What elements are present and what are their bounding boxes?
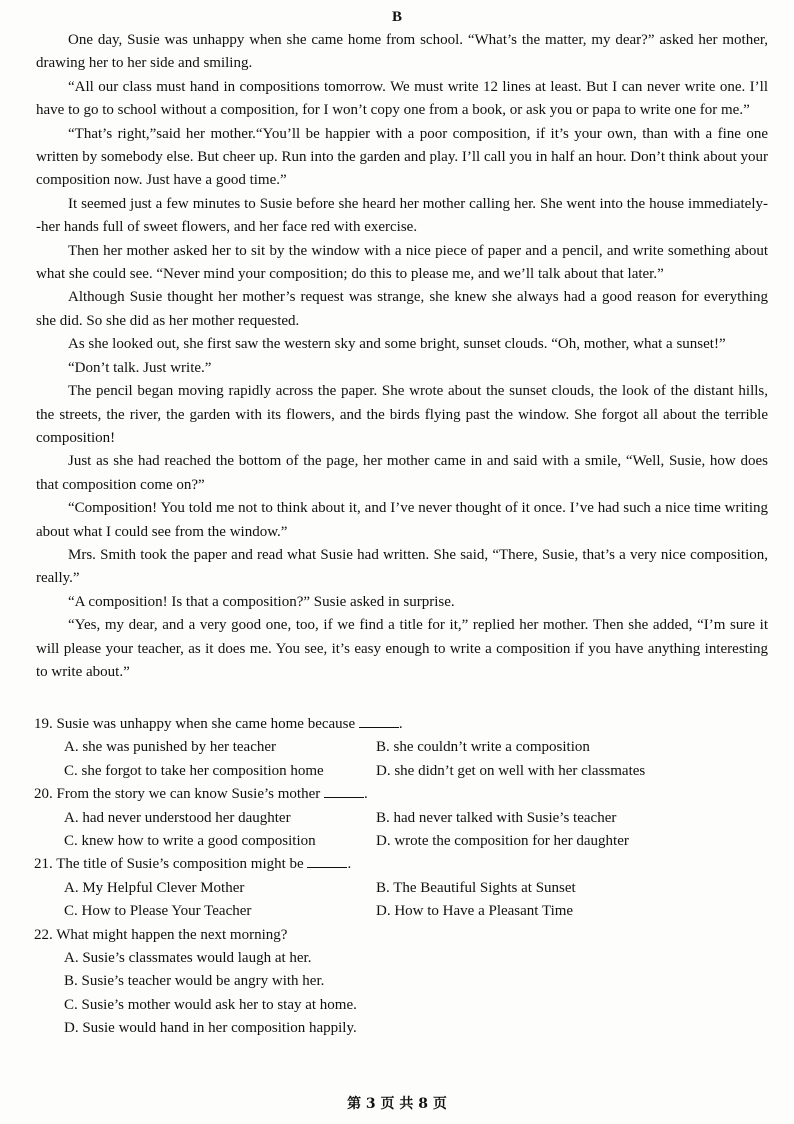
- question-22: [34, 924, 774, 1041]
- option-d[interactable]: D. she didn’t get on well with her classmates: [376, 762, 646, 779]
- option-a[interactable]: A. she was punished by her teacher: [64, 739, 277, 756]
- option-d[interactable]: D. Susie would hand in her composition happily.: [64, 1020, 357, 1037]
- answer-options: [64, 736, 774, 783]
- page-number: 第 3 页 共 8 页: [347, 1096, 447, 1112]
- question-19: [34, 713, 774, 783]
- answer-options: [64, 947, 774, 1041]
- option-b[interactable]: B. had never talked with Susie’s teacher: [376, 809, 617, 826]
- passage-paragraph: Then her mother asked her to sit by the window with a nice piece of paper and a pencil, and write something about what she could see. “Never mind your composition; do this to please me, and we’ll talk about that later.”: [36, 242, 768, 283]
- question-21: [34, 853, 774, 923]
- option-d[interactable]: D. wrote the composition for her daughter: [376, 833, 629, 850]
- passage-paragraph: Mrs. Smith took the paper and read what Susie had written. She said, “There, Susie, that’s a very nice composition, really.”: [36, 546, 768, 587]
- passage-paragraph: “A composition! Is that a composition?” Susie asked in surprise.: [68, 593, 455, 610]
- passage-paragraph: One day, Susie was unhappy when she came home from school. “What’s the matter, my dear?” asked her mother, drawing her to her side and smiling.: [36, 32, 768, 72]
- option-c[interactable]: C. she forgot to take her composition home: [64, 762, 324, 779]
- answer-options: [64, 877, 774, 924]
- passage-paragraph: “Yes, my dear, and a very good one, too, if we find a title for it,” replied her mother. Then she added, “I’m sure it will please your teacher, as it does me. You see, it’s easy enough to write a composition if you have anything interesting to write about.”: [36, 617, 768, 680]
- question-20: [34, 783, 774, 853]
- answer-blank: [359, 713, 399, 728]
- option-d[interactable]: D. How to Have a Pleasant Time: [376, 903, 574, 920]
- option-c[interactable]: C. Susie’s mother would ask her to stay at home.: [64, 996, 357, 1013]
- question-list: [34, 713, 774, 1041]
- passage-paragraph: It seemed just a few minutes to Susie before she heard her mother calling her. She went into the house immediately--her hands full of sweet flowers, and her face red with exercise.: [36, 195, 768, 236]
- answer-options: [64, 807, 774, 854]
- passage-paragraph: “That’s right,”said her mother.“You’ll be happier with a poor composition, if it’s your own, than with a fine one written by somebody else. But cheer up. Run into the garden and play. I’ll call you in half an hour. Don’t think about your composition now. Just have a good time.”: [36, 125, 768, 189]
- option-b[interactable]: B. she couldn’t write a composition: [376, 739, 590, 756]
- reading-passage: [36, 29, 768, 684]
- passage-paragraph: As she looked out, she first saw the western sky and some bright, sunset clouds. “Oh, mother, what a sunset!”: [68, 336, 726, 353]
- option-c[interactable]: C. knew how to write a good composition: [64, 833, 316, 850]
- option-b[interactable]: B. The Beautiful Sights at Sunset: [376, 879, 576, 896]
- option-a[interactable]: A. My Helpful Clever Mother: [64, 879, 245, 896]
- passage-paragraph: “Don’t talk. Just write.”: [68, 359, 212, 376]
- passage-paragraph: Although Susie thought her mother’s request was strange, she knew she always had a good reason for everything she did. So she did as her mother requested.: [36, 289, 768, 329]
- section-label: B: [391, 9, 402, 25]
- option-a[interactable]: A. had never understood her daughter: [64, 809, 291, 826]
- passage-paragraph: Just as she had reached the bottom of the page, her mother came in and said with a smile, “Well, Susie, how does that composition come on?”: [36, 453, 768, 493]
- answer-blank: [307, 853, 347, 868]
- answer-blank: [324, 783, 364, 798]
- option-b[interactable]: B. Susie’s teacher would be angry with her.: [64, 973, 325, 990]
- passage-paragraph: “Composition! You told me not to think about it, and I’ve never thought of it once. I’ve had such a nice time writing about what I could see from the window.”: [36, 500, 768, 540]
- passage-paragraph: The pencil began moving rapidly across the paper. She wrote about the sunset clouds, the look of the distant hills, the streets, the river, the garden with its flowers, and the birds flying past the window. She forgot all about the terrible composition!: [36, 383, 768, 446]
- passage-paragraph: “All our class must hand in compositions tomorrow. We must write 12 lines at least. But I can never write one. I’ll have to go to school without a composition, for I won’t copy one from a book, or ask you or papa to write one for me.”: [36, 78, 768, 119]
- option-c[interactable]: C. How to Please Your Teacher: [64, 903, 252, 920]
- question-stem: 22. What might happen the next morning?: [34, 926, 288, 943]
- option-a[interactable]: A. Susie’s classmates would laugh at her.: [64, 950, 312, 967]
- question-stem: 19. Susie was unhappy when she came home because .: [34, 713, 774, 736]
- question-stem: 21. The title of Susie’s composition might be .: [34, 853, 774, 876]
- question-stem: 20. From the story we can know Susie’s mother .: [34, 783, 774, 806]
